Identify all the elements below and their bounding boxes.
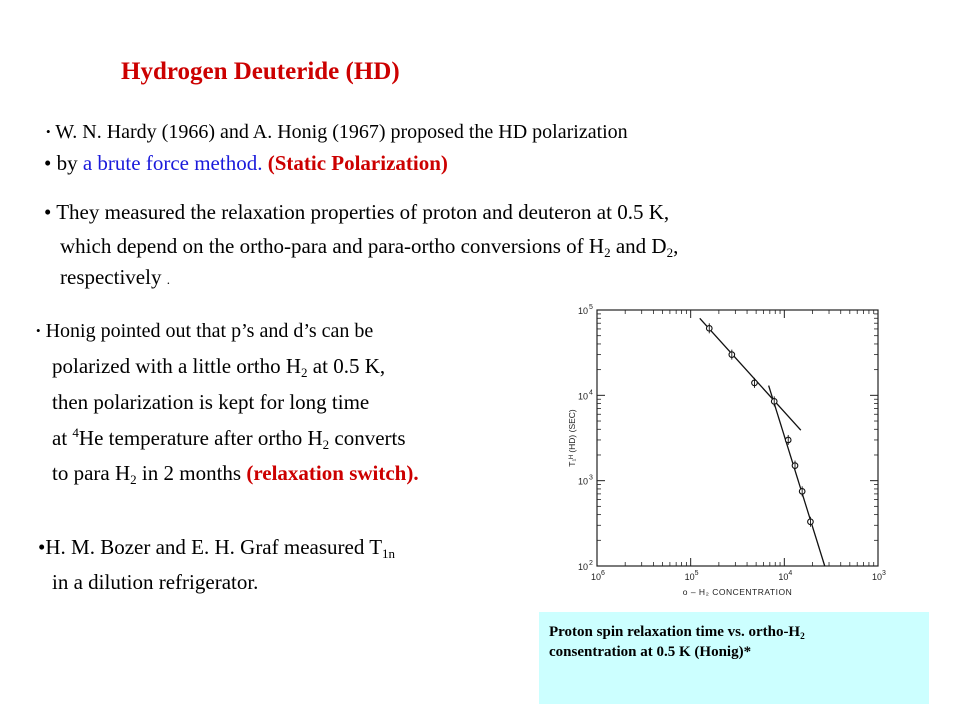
superscript: 4	[72, 425, 79, 441]
text: Honig pointed out that p’s and d’s can be	[45, 320, 374, 342]
x-tick-label: 10	[684, 572, 695, 582]
x-tick-exponent: 4	[788, 570, 793, 577]
subscript: 2	[800, 631, 805, 642]
text: in 2 months	[136, 461, 247, 485]
y-tick-label: 10	[578, 562, 589, 572]
slide-title: Hydrogen Deuteride (HD)	[121, 58, 400, 85]
y-axis-label: T₁ᴴ (HD) (SEC)	[567, 409, 577, 467]
relaxation-chart	[540, 298, 900, 610]
text: converts	[329, 426, 406, 450]
text: then polarization is kept for long time	[52, 390, 370, 414]
caption-line1	[549, 622, 919, 642]
bullet-small: •	[46, 124, 51, 139]
text: polarized with a little ortho H	[52, 354, 302, 378]
y-tick-exponent: 3	[589, 474, 593, 482]
paragraph-hardy-honig-line2	[44, 151, 448, 176]
x-tick-label: 10	[872, 572, 883, 582]
fit-line	[700, 318, 801, 430]
y-tick-label: 10	[578, 306, 589, 316]
subscript: 2	[666, 244, 674, 260]
y-tick-exponent: 2	[589, 560, 593, 567]
text: in a dilution refrigerator.	[52, 570, 259, 594]
paragraph-honig-line5	[52, 461, 419, 486]
fit-line	[769, 386, 825, 566]
text: by	[56, 151, 83, 175]
text: at	[52, 426, 73, 450]
paragraph-honig-line1	[36, 320, 373, 343]
text: which depend on the ortho-para and para-ortho conversions of H	[60, 234, 605, 258]
x-tick-exponent: 6	[601, 570, 605, 577]
text: .	[166, 272, 170, 287]
y-tick-exponent: 4	[589, 389, 593, 397]
y-tick-exponent: 5	[589, 304, 593, 311]
chart-caption	[539, 612, 929, 704]
x-tick-label: 10	[778, 572, 789, 582]
x-tick-exponent: 3	[882, 570, 886, 577]
text: ,	[673, 234, 679, 258]
subscript: 2	[604, 244, 611, 260]
subscript: 1n	[382, 545, 396, 561]
static-polarization-text: (Static Polarization)	[267, 151, 448, 175]
text: respectively	[60, 265, 162, 289]
paragraph-relaxation-line2	[60, 234, 678, 259]
x-tick-exponent: 5	[694, 570, 699, 577]
text: Proton spin relaxation time vs. ortho-H	[549, 624, 801, 640]
y-tick-label: 10	[578, 391, 589, 402]
bullet: •	[44, 151, 52, 175]
text: W. N. Hardy (1966) and A. Honig (1967) proposed the HD polarization	[55, 121, 628, 143]
plot-frame	[597, 310, 878, 566]
text: They measured the relaxation properties of proton and deuteron at 0.5 K,	[56, 200, 670, 224]
text: and D	[610, 234, 667, 258]
paragraph-honig-line4	[52, 426, 406, 451]
x-axis-label: o – H₂ CONCENTRATION	[682, 587, 793, 597]
subscript: 2	[301, 364, 308, 380]
bullet-small: •	[36, 323, 41, 338]
brute-force-text: a brute force method.	[82, 151, 263, 175]
bullet: •	[44, 200, 52, 224]
paragraph-honig-line3	[52, 390, 369, 415]
y-tick-label: 10	[578, 476, 589, 487]
text: H. M. Bozer and E. H. Graf measured T	[45, 535, 383, 559]
paragraph-bozer-line1	[38, 535, 395, 560]
paragraph-relaxation-line1	[44, 200, 669, 225]
text: at 0.5 K,	[307, 354, 386, 378]
relaxation-switch-text: (relaxation switch).	[246, 461, 419, 485]
subscript: 2	[130, 471, 137, 487]
x-tick-label: 10	[591, 572, 602, 582]
subscript: 2	[322, 436, 330, 452]
paragraph-hardy-honig-line1	[46, 121, 628, 144]
paragraph-relaxation-line3	[60, 265, 170, 290]
text: He temperature after ortho H	[78, 426, 323, 450]
paragraph-honig-line2	[52, 354, 385, 379]
paragraph-bozer-line2	[52, 570, 258, 595]
text: to para H	[52, 461, 131, 485]
bullet: •	[38, 535, 46, 559]
caption-line2: consentration at 0.5 K (Honig)*	[549, 644, 752, 660]
